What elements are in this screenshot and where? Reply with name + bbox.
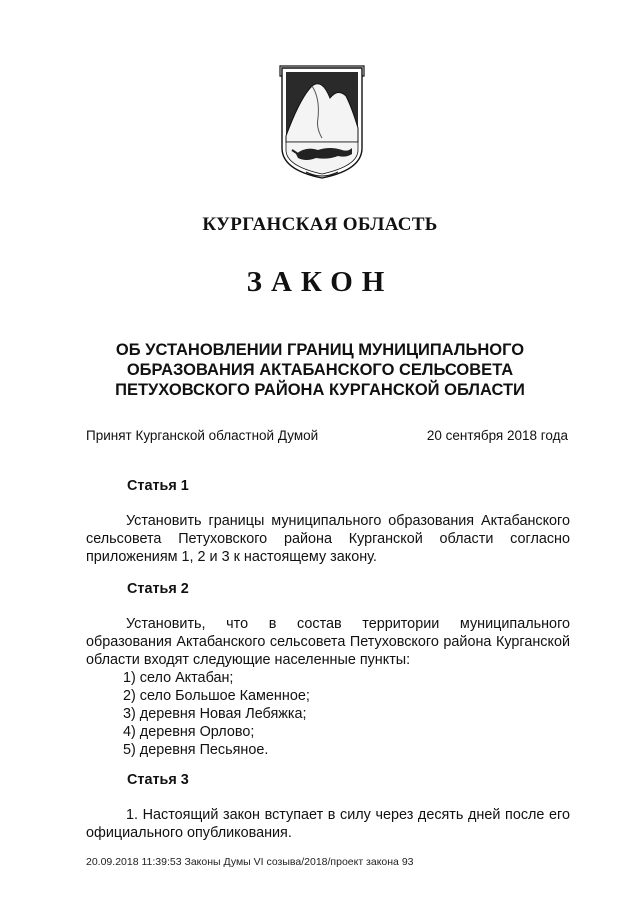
document-type-heading: ЗАКОН: [246, 266, 394, 298]
settlement-list: [86, 669, 570, 759]
article-3-heading: Статья 3: [127, 772, 189, 788]
article-3-text: 1. Настоящий закон вступает в силу через десять дней после его официального опубликования.: [86, 807, 570, 841]
law-title-line: ОБРАЗОВАНИЯ АКТАБАНСКОГО СЕЛЬСОВЕТА: [126, 361, 514, 379]
adopted-by: Принят Курганской областной Думой: [86, 428, 319, 443]
adoption-date: 20 сентября 2018 года: [426, 428, 568, 443]
region-heading: КУРГАНСКАЯ ОБЛАСТЬ: [202, 214, 438, 235]
list-item: 3) деревня Новая Лебяжка;: [123, 706, 307, 722]
article-1-text: Установить границы муниципального образования Актабанского сельсовета Петуховского района Курганской области согласно приложениям 1, 2 и 3 к настоящему закону.: [86, 513, 570, 565]
list-item: 1) село Актабан;: [123, 670, 234, 686]
article-1-heading: Статья 1: [127, 478, 189, 494]
law-title-line: ОБ УСТАНОВЛЕНИИ ГРАНИЦ МУНИЦИПАЛЬНОГО: [115, 341, 525, 359]
article-2-heading: Статья 2: [127, 581, 189, 597]
list-item: 4) деревня Орлово;: [123, 724, 255, 740]
law-title: [0, 340, 640, 400]
document-footer: 20.09.2018 11:39:53 Законы Думы VI созыва/2018/проект закона 93: [86, 856, 414, 868]
list-item: 5) деревня Песьяное.: [123, 742, 269, 758]
coat-of-arms-icon: [272, 58, 372, 183]
article-2-text: Установить, что в состав территории муниципального образования Актабанского сельсовета Петуховского района Курганской области входят следующие населенные пункты:: [86, 616, 570, 668]
list-item: 2) село Большое Каменное;: [123, 688, 310, 704]
law-title-line: ПЕТУХОВСКОГО РАЙОНА КУРГАНСКОЙ ОБЛАСТИ: [115, 381, 525, 399]
